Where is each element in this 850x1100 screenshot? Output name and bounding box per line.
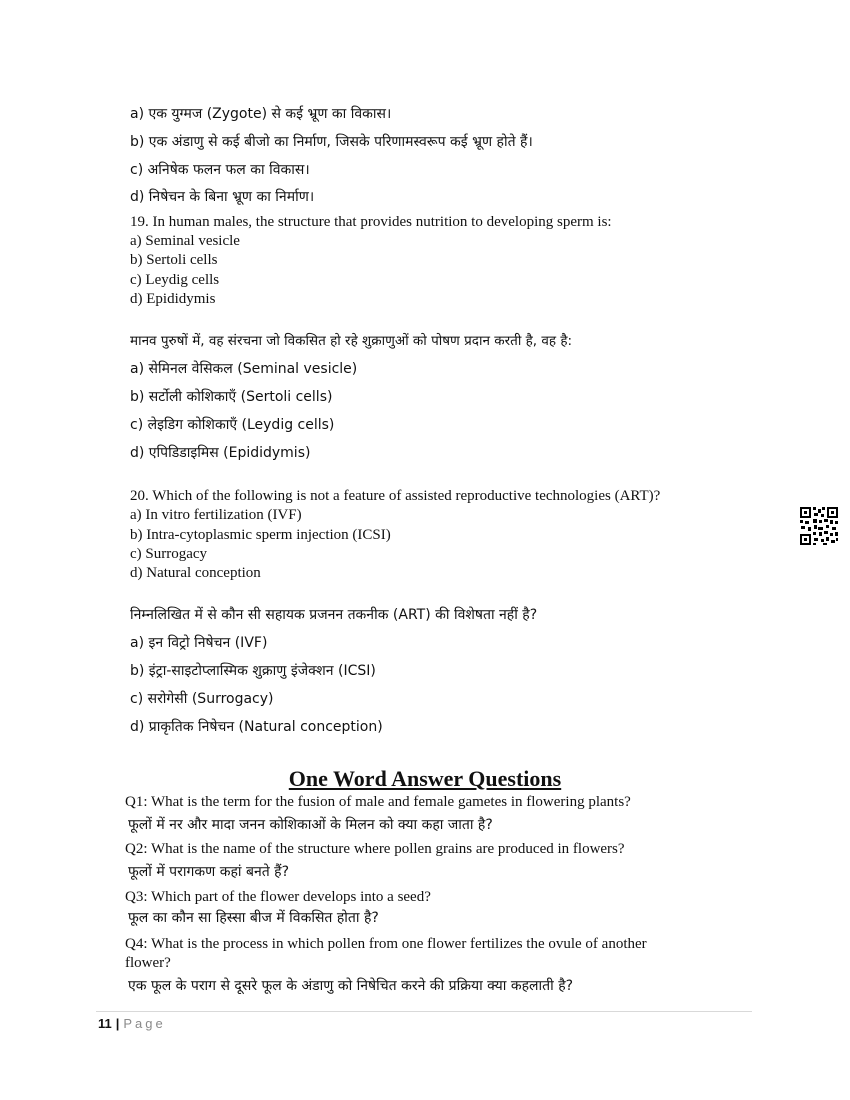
prev-option-a: a) एक युग्मज (Zygote) से कई भ्रूण का विकास।: [130, 106, 392, 122]
q19-question: 19. In human males, the structure that provides nutrition to developing sperm is:: [130, 214, 612, 230]
q19-hindi-question: मानव पुरुषों में, वह संरचना जो विकसित हो रहे शुक्राणुओं को पोषण प्रदान करती है, वह है:: [130, 333, 573, 349]
one-word-q1-hindi: फूलों में नर और मादा जनन कोशिकाओं के मिलन को क्या कहा जाता है?: [128, 817, 493, 833]
q19-hindi-option-b: b) सर्टोली कोशिकाएँ (Sertoli cells): [130, 389, 333, 405]
q19-option-b: b) Sertoli cells: [130, 252, 218, 268]
qr-code-icon: [799, 506, 839, 546]
one-word-q3: Q3: Which part of the flower develops into a seed?: [125, 889, 431, 905]
page-footer: [98, 1016, 166, 1031]
q20-hindi-option-c: c) सरोगेसी (Surrogacy): [130, 691, 274, 707]
footer-divider: [96, 1011, 752, 1012]
section-title: One Word Answer Questions: [288, 766, 562, 791]
q19-hindi-option-c: c) लेइडिग कोशिकाएँ (Leydig cells): [130, 417, 335, 433]
one-word-q2-hindi: फूलों में परागकण कहां बनते हैं?: [128, 864, 290, 880]
q20-option-c: c) Surrogacy: [130, 546, 208, 562]
q19-hindi-option-d: d) एपिडिडाइमिस (Epididymis): [130, 445, 311, 461]
q20-option-b: b) Intra-cytoplasmic sperm injection (ICSI): [130, 527, 391, 543]
q19-hindi-option-a: a) सेमिनल वेसिकल (Seminal vesicle): [130, 361, 358, 377]
page-number: 11: [98, 1016, 112, 1031]
q19-option-a: a) Seminal vesicle: [130, 233, 240, 249]
page-label: Page: [123, 1016, 166, 1031]
q20-hindi-option-b: b) इंट्रा-साइटोप्लास्मिक शुक्राणु इंजेक्शन (ICSI): [130, 663, 376, 679]
one-word-q2: Q2: What is the name of the structure where pollen grains are produced in flowers?: [125, 841, 625, 857]
q19-option-c: c) Leydig cells: [130, 272, 220, 288]
footer-separator: |: [115, 1016, 120, 1031]
one-word-q4-hindi: एक फूल के पराग से दूसरे फूल के अंडाणु को निषेचित करने की प्रक्रिया क्या कहलाती है?: [128, 978, 574, 994]
one-word-q1: Q1: What is the term for the fusion of male and female gametes in flowering plants?: [125, 794, 631, 810]
q20-option-a: a) In vitro fertilization (IVF): [130, 507, 302, 523]
q19-option-d: d) Epididymis: [130, 291, 216, 307]
q20-hindi-question: निम्नलिखित में से कौन सी सहायक प्रजनन तकनीक (ART) की विशेषता नहीं है?: [130, 607, 538, 623]
q20-hindi-option-d: d) प्राकृतिक निषेचन (Natural conception): [130, 719, 383, 735]
q20-question: 20. Which of the following is not a feature of assisted reproductive technologies (ART)?: [130, 488, 661, 504]
one-word-q3-hindi: फूल का कौन सा हिस्सा बीज में विकसित होता है?: [128, 910, 379, 926]
prev-option-d: d) निषेचन के बिना भ्रूण का निर्माण।: [130, 189, 315, 205]
prev-option-b: b) एक अंडाणु से कई बीजो का निर्माण, जिसके परिणामस्वरूप कई भ्रूण होते हैं।: [130, 134, 533, 150]
one-word-q4-line1: Q4: What is the process in which pollen from one flower fertilizes the ovule of another: [125, 936, 647, 952]
q20-option-d: d) Natural conception: [130, 565, 261, 581]
one-word-q4-line2: flower?: [125, 955, 171, 971]
q20-hindi-option-a: a) इन विट्रो निषेचन (IVF): [130, 635, 268, 651]
prev-option-c: c) अनिषेक फलन फल का विकास।: [130, 162, 310, 178]
